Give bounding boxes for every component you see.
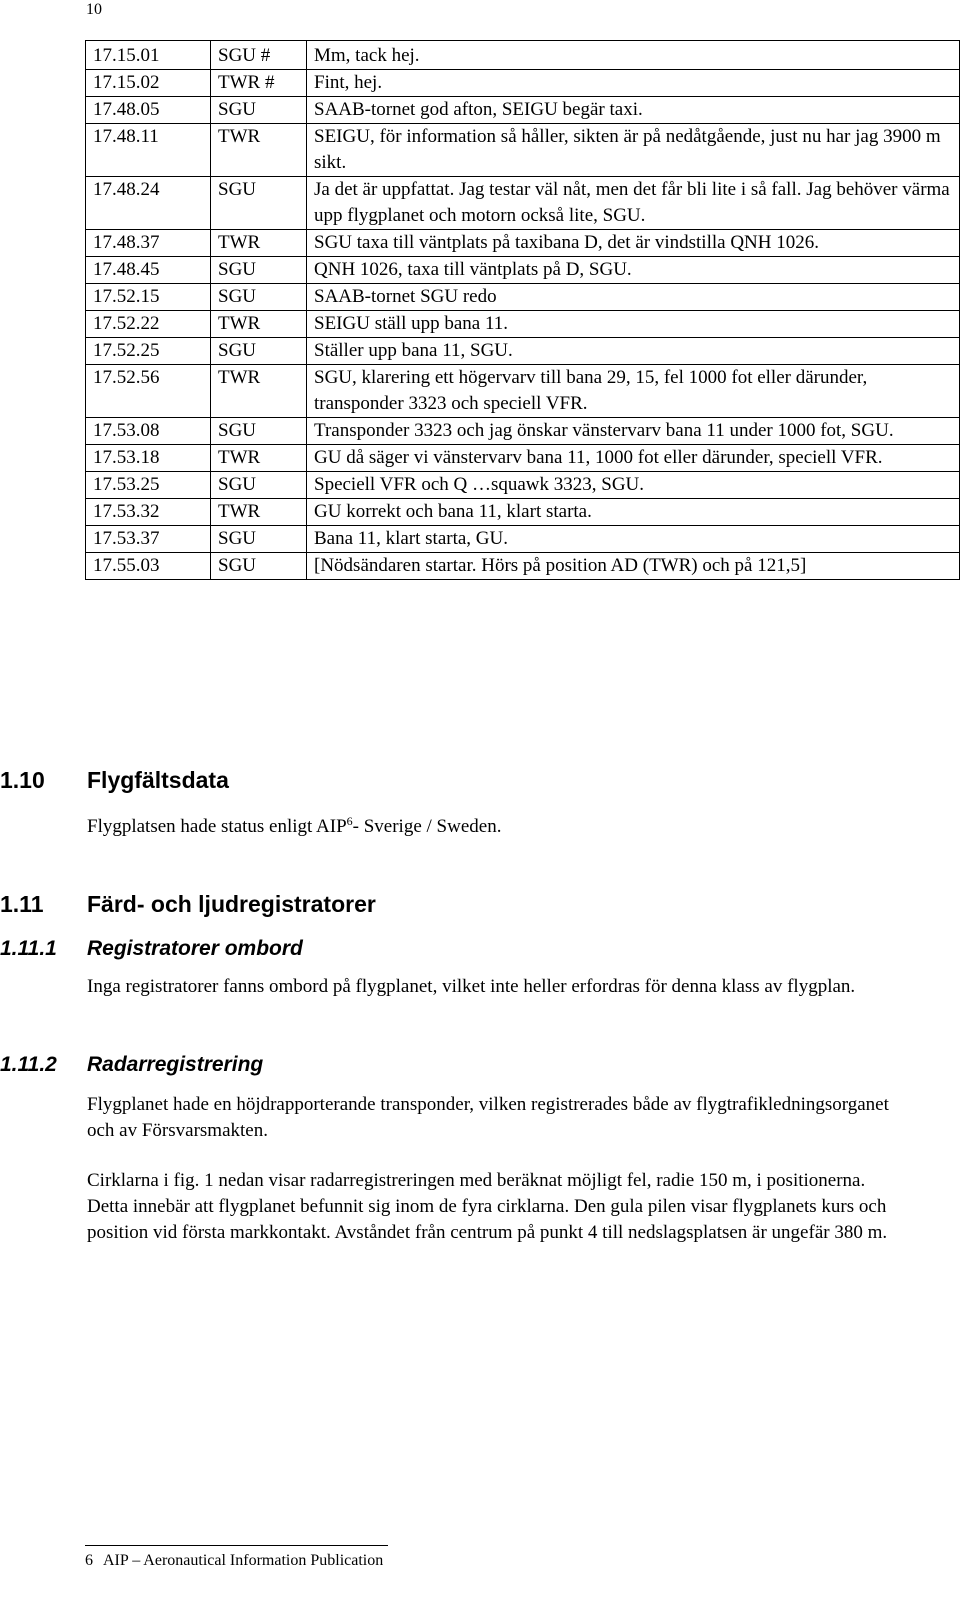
transcript-message-cell: Ställer upp bana 11, SGU.: [307, 338, 960, 365]
table-row: [86, 445, 960, 472]
transcript-message-cell: Bana 11, klart starta, GU.: [307, 526, 960, 553]
table-row: [86, 418, 960, 445]
section-title: Färd- och ljudregistratorer: [87, 891, 376, 917]
transcript-time-cell: 17.48.05: [86, 97, 211, 124]
transcript-callsign-cell: SGU: [211, 472, 307, 499]
section-number: 1.11: [0, 891, 44, 917]
table-row: [86, 70, 960, 97]
transcript-message-cell: Mm, tack hej.: [307, 41, 960, 70]
transcript-callsign-cell: SGU: [211, 338, 307, 365]
transcript-callsign-cell: TWR: [211, 311, 307, 338]
transcript-callsign-cell: SGU: [211, 526, 307, 553]
table-row: [86, 553, 960, 580]
subsection-heading-onboard-recorders: [0, 936, 303, 962]
transcript-message-cell: SAAB-tornet god afton, SEIGU begär taxi.: [307, 97, 960, 124]
page-number: 10: [86, 1, 102, 18]
transcript-message-cell: [Nödsändaren startar. Hörs på position AD (TWR) och på 121,5]: [307, 553, 960, 580]
transcript-time-cell: 17.48.45: [86, 257, 211, 284]
table-row: [86, 365, 960, 418]
section-heading-flygfaltsdata: [0, 766, 229, 794]
transcript-callsign-cell: TWR: [211, 499, 307, 526]
table-row: [86, 472, 960, 499]
transcript-time-cell: 17.52.22: [86, 311, 211, 338]
transcript-time-cell: 17.52.25: [86, 338, 211, 365]
footnote-mark: 6: [85, 1552, 93, 1569]
table-row: [86, 177, 960, 230]
table-row: [86, 257, 960, 284]
transcript-time-cell: 17.52.56: [86, 365, 211, 418]
transcript-callsign-cell: SGU: [211, 97, 307, 124]
transcript-message-cell: QNH 1026, taxa till väntplats på D, SGU.: [307, 257, 960, 284]
transcript-callsign-cell: TWR: [211, 365, 307, 418]
table-row: [86, 311, 960, 338]
transcript-time-cell: 17.53.25: [86, 472, 211, 499]
transcript-message-cell: Speciell VFR och Q …squawk 3323, SGU.: [307, 472, 960, 499]
transcript-message-cell: GU då säger vi vänstervarv bana 11, 1000 fot eller därunder, speciell VFR.: [307, 445, 960, 472]
transcript-callsign-cell: SGU: [211, 553, 307, 580]
airfield-status-paragraph: [87, 814, 892, 840]
subsection-number: 1.11.1: [0, 937, 57, 960]
transcript-message-cell: SGU, klarering ett högervarv till bana 29, 15, fel 1000 fot eller därunder, transponder 3323 och speciell VFR.: [307, 365, 960, 418]
transcript-time-cell: 17.53.18: [86, 445, 211, 472]
transcript-time-cell: 17.53.08: [86, 418, 211, 445]
paragraph-text: Flygplatsen hade status enligt AIP: [87, 816, 347, 837]
transcript-callsign-cell: TWR: [211, 230, 307, 257]
table-row: [86, 338, 960, 365]
transcript-message-cell: SAAB-tornet SGU redo: [307, 284, 960, 311]
subsection-number: 1.11.2: [0, 1053, 57, 1076]
table-row: [86, 526, 960, 553]
transcript-message-cell: SEIGU ställ upp bana 11.: [307, 311, 960, 338]
transcript-message-cell: SEIGU, för information så håller, sikten är på nedåtgående, just nu har jag 3900 m sikt.: [307, 124, 960, 177]
transcript-callsign-cell: TWR: [211, 124, 307, 177]
transcript-message-cell: Ja det är uppfattat. Jag testar väl nåt, men det får bli lite i så fall. Jag behöver värma upp flygplanet och motorn också lite, SGU.: [307, 177, 960, 230]
section-heading-recorders: [0, 890, 376, 918]
table-row: [86, 124, 960, 177]
transcript-callsign-cell: SGU: [211, 177, 307, 230]
transcript-callsign-cell: TWR #: [211, 70, 307, 97]
transcript-time-cell: 17.48.11: [86, 124, 211, 177]
table-row: [86, 230, 960, 257]
footnote-separator: [85, 1545, 388, 1546]
transcript-time-cell: 17.53.32: [86, 499, 211, 526]
onboard-recorders-paragraph: Inga registratorer fanns ombord på flygplanet, vilket inte heller erfordras för denna klass av flygplan.: [87, 976, 856, 997]
transcript-time-cell: 17.15.01: [86, 41, 211, 70]
transcript-message-cell: Fint, hej.: [307, 70, 960, 97]
subsection-title: Radarregistrering: [87, 1053, 264, 1076]
transcript-message-cell: GU korrekt och bana 11, klart starta.: [307, 499, 960, 526]
footnote-reference: 6: [346, 814, 353, 828]
transcript-callsign-cell: SGU: [211, 284, 307, 311]
table-row: [86, 41, 960, 70]
transcript-callsign-cell: SGU: [211, 257, 307, 284]
transcript-callsign-cell: TWR: [211, 445, 307, 472]
section-title: Flygfältsdata: [87, 767, 229, 793]
table-row: [86, 284, 960, 311]
transcript-body: [86, 41, 960, 580]
transcript-time-cell: 17.48.24: [86, 177, 211, 230]
transcript-time-cell: 17.53.37: [86, 526, 211, 553]
radar-circles-paragraph: Cirklarna i fig. 1 nedan visar radarregistreringen med beräknat möjligt fel, radie 150 m, i positionerna. Detta innebär att flygplanet befunnit sig inom de fyra cirklarna. Den gula pilen visar flygplanets kurs och position vid första markkontakt. Avståndet från centrum på punkt 4 till nedslagsplatsen är ungefär 380 m.: [87, 1170, 888, 1243]
transcript-time-cell: 17.55.03: [86, 553, 211, 580]
subsection-title: Registratorer ombord: [87, 937, 303, 960]
footnote: [85, 1551, 383, 1571]
transcript-message-cell: SGU taxa till väntplats på taxibana D, det är vindstilla QNH 1026.: [307, 230, 960, 257]
radio-transcript-table: [85, 40, 960, 580]
subsection-heading-radar-recording: [0, 1052, 263, 1078]
transcript-time-cell: 17.52.15: [86, 284, 211, 311]
footnote-text: AIP – Aeronautical Information Publication: [103, 1552, 384, 1569]
transcript-callsign-cell: SGU: [211, 418, 307, 445]
transcript-message-cell: Transponder 3323 och jag önskar vänstervarv bana 11 under 1000 fot, SGU.: [307, 418, 960, 445]
transcript-callsign-cell: SGU #: [211, 41, 307, 70]
radar-transponder-paragraph: Flygplanet hade en höjdrapporterande transponder, vilken registrerades både av flygtrafikledningsorganet och av Försvarsmakten.: [87, 1094, 889, 1141]
table-row: [86, 499, 960, 526]
paragraph-text: - Sverige / Sweden.: [352, 816, 502, 837]
transcript-time-cell: 17.15.02: [86, 70, 211, 97]
table-row: [86, 97, 960, 124]
transcript-time-cell: 17.48.37: [86, 230, 211, 257]
section-number: 1.10: [0, 767, 45, 793]
